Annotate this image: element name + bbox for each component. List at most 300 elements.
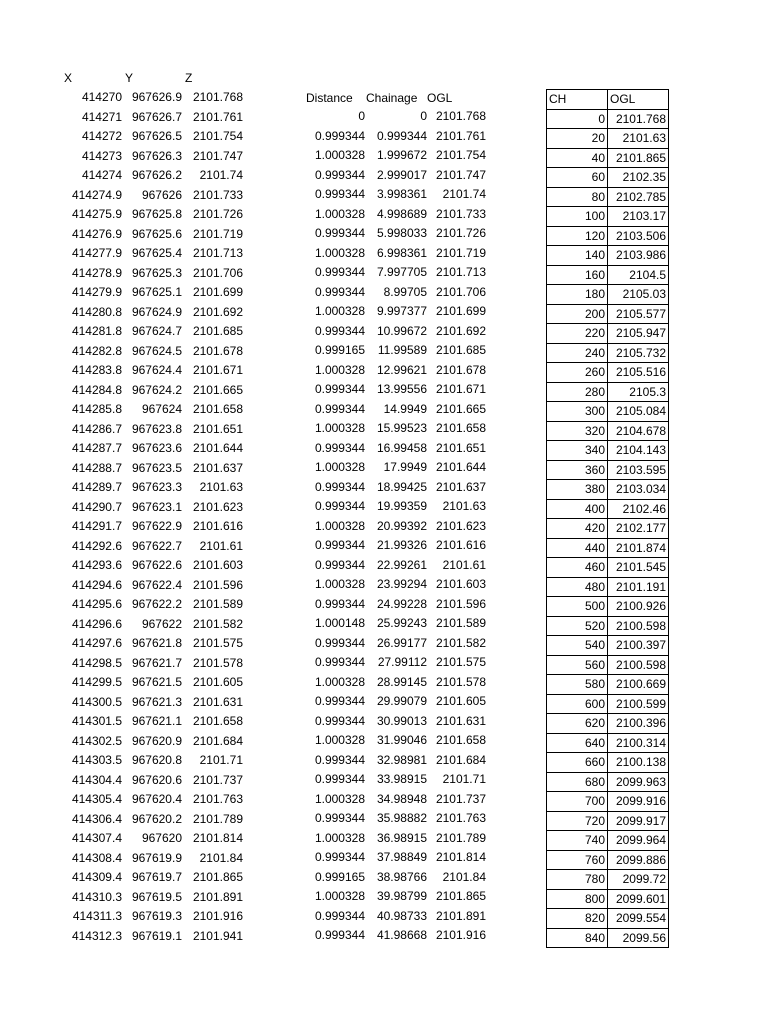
table-ogl-cell[interactable]: 2101.63: [608, 129, 669, 149]
ch-cell[interactable]: 380: [547, 480, 608, 500]
table-row: [547, 811, 669, 831]
chainage-cell: 31.99046: [376, 733, 427, 747]
x-cell: 414306.4: [71, 811, 122, 826]
y-cell: 967621.8: [131, 636, 182, 650]
table-row: [547, 870, 669, 890]
distance-row: [0, 127, 520, 147]
z-cell: 2101.768: [192, 90, 243, 104]
distance-row: [0, 770, 520, 790]
distance-cell: 0.999165: [314, 343, 365, 357]
ch-cell[interactable]: 580: [547, 675, 608, 695]
table-ogl-cell[interactable]: 2103.506: [608, 226, 669, 246]
table-ogl-cell[interactable]: 2100.138: [608, 753, 669, 773]
ogl-cell: 2101.726: [435, 226, 486, 240]
table-ogl-cell[interactable]: 2099.56: [608, 928, 669, 948]
ch-cell[interactable]: 80: [547, 187, 608, 207]
table-row: [547, 655, 669, 675]
chainage-cell: 35.98882: [376, 811, 427, 825]
ch-cell[interactable]: 300: [547, 402, 608, 422]
ch-cell[interactable]: 260: [547, 363, 608, 383]
y-cell: 967625.3: [131, 265, 182, 280]
table-ogl-cell[interactable]: 2099.964: [608, 831, 669, 851]
z-cell: 2101.941: [192, 928, 243, 943]
ogl-cell: 2101.71: [442, 772, 486, 786]
table-ogl-cell[interactable]: 2105.516: [608, 363, 669, 383]
table-ogl-cell[interactable]: 2105.03: [608, 285, 669, 305]
distance-cell: 0.999344: [314, 167, 365, 182]
table-row: [547, 129, 669, 149]
z-cell: 2101.706: [192, 265, 243, 280]
distance-row: [0, 751, 520, 771]
z-cell: 2101.658: [192, 402, 243, 416]
distance-row: [0, 809, 520, 829]
z-cell: 2101.891: [192, 889, 243, 904]
x-cell: 414310.3: [71, 889, 122, 904]
distance-row: [0, 712, 520, 732]
y-cell: 967626.9: [131, 90, 182, 104]
table-ogl-cell[interactable]: 2104.143: [608, 441, 669, 461]
table-ogl-cell[interactable]: 2101.874: [608, 538, 669, 558]
z-cell: 2101.603: [192, 558, 243, 572]
z-cell: 2101.631: [192, 694, 243, 709]
table-ogl-cell[interactable]: 2105.3: [608, 382, 669, 402]
ogl-cell: 2101.678: [435, 362, 486, 377]
distance-row: [0, 224, 520, 244]
distance-row: [0, 868, 520, 888]
y-cell: 967623.5: [131, 460, 182, 475]
x-cell: 414297.6: [71, 636, 122, 650]
distance-row: [0, 829, 520, 849]
ogl-cell: 2101.692: [435, 323, 486, 338]
distance-row: [0, 361, 520, 381]
x-cell: 414300.5: [71, 694, 122, 709]
table-row: [547, 480, 669, 500]
chainage-cell: 33.98915: [376, 772, 427, 786]
distance-row: [0, 731, 520, 751]
ch-cell[interactable]: 700: [547, 792, 608, 812]
y-cell: 967625.6: [131, 226, 182, 241]
table-ogl-cell[interactable]: 2102.177: [608, 519, 669, 539]
y-cell: 967624.2: [131, 382, 182, 397]
ogl-cell: 2101.582: [435, 635, 486, 650]
table-row: [547, 733, 669, 753]
table-ogl-cell[interactable]: 2103.17: [608, 207, 669, 227]
ogl-cell: 2101.789: [435, 830, 486, 845]
table-row: [547, 928, 669, 948]
y-cell: 967621.3: [131, 694, 182, 709]
table-ogl-cell[interactable]: 2105.732: [608, 343, 669, 363]
table-row: [547, 324, 669, 344]
table-ogl-cell[interactable]: 2099.917: [608, 811, 669, 831]
chainage-cell: 22.99261: [376, 557, 427, 572]
distance-cell: 0.999344: [314, 265, 365, 279]
y-cell: 967624.7: [131, 324, 182, 338]
table-ogl-cell[interactable]: 2105.947: [608, 324, 669, 344]
table-ogl-cell[interactable]: 2103.034: [608, 480, 669, 500]
z-cell: 2101.789: [192, 811, 243, 826]
z-cell: 2101.74: [199, 168, 243, 182]
z-cell: 2101.582: [192, 616, 243, 631]
distance-cell: 0.999344: [314, 323, 365, 338]
chainage-cell: 15.99523: [376, 421, 427, 435]
x-cell: 414303.5: [71, 753, 122, 767]
ogl-cell: 2101.651: [435, 440, 486, 455]
table-row: [547, 636, 669, 656]
table-ogl-cell[interactable]: 2099.72: [608, 870, 669, 890]
x-cell: 414299.5: [71, 675, 122, 689]
x-cell: 414287.7: [71, 441, 122, 455]
distance-row: [0, 458, 520, 478]
chainage-cell: 17.9949: [383, 460, 427, 474]
distance-row: [0, 614, 520, 634]
y-cell: 967626.2: [131, 168, 182, 182]
distance-cell: 0.999344: [314, 499, 365, 513]
distance-cell: 0.999344: [314, 284, 365, 299]
ogl-cell: 2101.719: [435, 245, 486, 260]
ch-cell[interactable]: 820: [547, 909, 608, 929]
ogl-cell: 2101.865: [435, 889, 486, 903]
ch-cell[interactable]: 220: [547, 324, 608, 344]
table-ogl-cell[interactable]: 2103.595: [608, 460, 669, 480]
ogl-cell: 2101.631: [435, 713, 486, 728]
z-cell: 2101.596: [192, 577, 243, 592]
x-cell: 414292.6: [71, 538, 122, 553]
ch-cell[interactable]: 40: [547, 148, 608, 168]
table-ogl-cell[interactable]: 2100.397: [608, 636, 669, 656]
ogl-cell: 2101.605: [435, 694, 486, 708]
chainage-cell: 1.999672: [376, 148, 427, 162]
y-cell: 967619.3: [131, 909, 182, 923]
distance-row: [0, 439, 520, 459]
table-ogl-cell[interactable]: 2099.601: [608, 889, 669, 909]
ogl-cell: 2101.747: [435, 167, 486, 182]
table-row: [547, 304, 669, 324]
z-cell: 2101.71: [199, 753, 243, 767]
distance-cell: 0.999344: [314, 440, 365, 455]
ch-cell[interactable]: 780: [547, 870, 608, 890]
z-cell: 2101.61: [199, 538, 243, 553]
x-cell: 414294.6: [71, 577, 122, 592]
distance-cell: 1.000328: [314, 518, 365, 533]
distance-row: [0, 634, 520, 654]
ch-cell[interactable]: 180: [547, 285, 608, 305]
y-cell: 967622.2: [131, 597, 182, 611]
z-cell: 2101.616: [192, 519, 243, 533]
table-ogl-cell[interactable]: 2102.46: [608, 499, 669, 519]
table-row: [547, 694, 669, 714]
x-cell: 414304.4: [71, 772, 122, 787]
y-cell: 967621.1: [131, 714, 182, 728]
ogl-cell: 2101.589: [435, 616, 486, 630]
chainage-cell: 10.99672: [376, 323, 427, 338]
table-header-row: [547, 90, 669, 110]
z-cell: 2101.865: [192, 870, 243, 884]
ch-cell[interactable]: 600: [547, 694, 608, 714]
ch-cell[interactable]: 460: [547, 558, 608, 578]
chainage-cell: 18.99425: [376, 479, 427, 494]
distance-row: [0, 244, 520, 264]
header-distance: Distance: [306, 91, 353, 105]
x-cell: 414298.5: [71, 655, 122, 670]
y-cell: 967626.5: [131, 129, 182, 143]
y-cell: 967622.6: [131, 558, 182, 572]
z-cell: 2101.754: [192, 129, 243, 143]
ogl-cell: 2101.684: [435, 752, 486, 767]
ch-cell[interactable]: 340: [547, 441, 608, 461]
table-ogl-cell[interactable]: 2105.577: [608, 304, 669, 324]
ch-cell[interactable]: 280: [547, 382, 608, 402]
ogl-cell: 2101.603: [435, 577, 486, 591]
table-row: [547, 889, 669, 909]
distance-row: [0, 322, 520, 342]
distance-cell: 0.999344: [314, 694, 365, 708]
ogl-cell: 2101.596: [435, 596, 486, 611]
ogl-cell: 2101.891: [435, 908, 486, 923]
distance-row: [0, 146, 520, 166]
table-ogl-cell[interactable]: 2105.084: [608, 402, 669, 422]
z-cell: 2101.737: [192, 772, 243, 787]
ch-cell[interactable]: 320: [547, 421, 608, 441]
ch-cell[interactable]: 100: [547, 207, 608, 227]
ch-cell[interactable]: 480: [547, 577, 608, 597]
distance-cell: 1.000328: [314, 206, 365, 221]
table-ogl-cell[interactable]: 2099.554: [608, 909, 669, 929]
y-cell: 967620: [141, 831, 182, 845]
table-row: [547, 246, 669, 266]
distance-cell: 0.999344: [314, 635, 365, 650]
header-z: Z: [185, 71, 193, 85]
chainage-cell: 29.99079: [376, 694, 427, 708]
y-cell: 967623.3: [131, 480, 182, 494]
distance-cell: 1.000148: [314, 616, 365, 630]
table-ogl-cell[interactable]: 2100.598: [608, 616, 669, 636]
ogl-cell: 2101.623: [435, 518, 486, 533]
ch-cell[interactable]: 240: [547, 343, 608, 363]
ch-cell[interactable]: 720: [547, 811, 608, 831]
chainage-cell: 4.998689: [376, 206, 427, 221]
ogl-cell: 2101.84: [442, 869, 486, 884]
y-cell: 967620.8: [131, 753, 182, 767]
ch-cell[interactable]: 520: [547, 616, 608, 636]
table-row: [547, 226, 669, 246]
x-cell: 414311.3: [72, 909, 122, 923]
y-cell: 967620.9: [131, 733, 182, 748]
xyz-header-row: [0, 70, 260, 87]
x-cell: 414274.9: [71, 187, 122, 202]
z-cell: 2101.726: [192, 207, 243, 221]
y-cell: 967620.2: [131, 811, 182, 826]
distance-cell: 1.000328: [314, 830, 365, 845]
ch-cell[interactable]: 120: [547, 226, 608, 246]
table-row: [547, 285, 669, 305]
distance-cell: 0.999344: [314, 401, 365, 416]
header-ch[interactable]: CH: [547, 90, 608, 110]
distance-row: [0, 556, 520, 576]
table-ogl-cell[interactable]: 2099.916: [608, 792, 669, 812]
distance-row: [0, 497, 520, 517]
x-cell: 414295.6: [71, 597, 122, 611]
table-ogl-cell[interactable]: 2100.926: [608, 597, 669, 617]
x-cell: 414270: [81, 90, 122, 104]
table-ogl-cell[interactable]: 2100.669: [608, 675, 669, 695]
table-ogl-cell[interactable]: 2101.545: [608, 558, 669, 578]
y-cell: 967622.9: [131, 519, 182, 533]
ch-cell[interactable]: 640: [547, 733, 608, 753]
ogl-cell: 2101.685: [435, 343, 486, 357]
ch-cell[interactable]: 420: [547, 519, 608, 539]
y-cell: 967620.4: [131, 792, 182, 806]
distance-cell: 0.999344: [314, 850, 365, 864]
y-cell: 967622: [141, 616, 182, 631]
chainage-cell: 25.99243: [376, 616, 427, 630]
ch-cell[interactable]: 500: [547, 597, 608, 617]
y-cell: 967623.6: [131, 441, 182, 455]
table-ogl-cell[interactable]: 2104.5: [608, 265, 669, 285]
table-ogl-cell[interactable]: 2099.886: [608, 850, 669, 870]
distance-row: [0, 595, 520, 615]
y-cell: 967620.6: [131, 772, 182, 787]
y-cell: 967619.7: [131, 870, 182, 884]
x-cell: 414277.9: [71, 246, 122, 260]
table-ogl-cell[interactable]: 2101.191: [608, 577, 669, 597]
z-cell: 2101.589: [192, 597, 243, 611]
chainage-cell: 38.98766: [376, 869, 427, 884]
distance-cell: 0.999344: [314, 908, 365, 923]
x-cell: 414272: [81, 129, 122, 143]
distance-cell: 0.999344: [314, 811, 365, 825]
ch-cell[interactable]: 160: [547, 265, 608, 285]
distance-row: [0, 400, 520, 420]
chainage-cell: 3.998361: [376, 187, 427, 201]
table-ogl-cell[interactable]: 2100.598: [608, 655, 669, 675]
ch-cell[interactable]: 680: [547, 772, 608, 792]
chainage-cell: 27.99112: [377, 655, 427, 669]
table-row: [547, 753, 669, 773]
table-row: [547, 363, 669, 383]
table-ogl-cell[interactable]: 2104.678: [608, 421, 669, 441]
chainage-cell: 34.98948: [376, 791, 427, 806]
y-cell: 967624.5: [131, 343, 182, 358]
distance-cell: 0.999344: [314, 557, 365, 572]
ogl-cell: 2101.768: [435, 109, 486, 123]
table-ogl-cell[interactable]: 2099.963: [608, 772, 669, 792]
x-cell: 414271: [81, 109, 122, 124]
ch-cell[interactable]: 60: [547, 168, 608, 188]
distance-cell: 1.000328: [314, 362, 365, 377]
distance-cell: 1.000328: [314, 304, 365, 318]
table-row: [547, 616, 669, 636]
chainage-cell: 6.998361: [376, 245, 427, 260]
chainage-cell: 36.98915: [376, 830, 427, 845]
table-row: [547, 148, 669, 168]
chainage-cell: 30.99013: [376, 713, 427, 728]
table-ogl-cell[interactable]: 2103.986: [608, 246, 669, 266]
distance-row: [0, 653, 520, 673]
ch-cell[interactable]: 800: [547, 889, 608, 909]
x-cell: 414291.7: [71, 519, 122, 533]
ch-cell[interactable]: 360: [547, 460, 608, 480]
ch-cell[interactable]: 760: [547, 850, 608, 870]
z-cell: 2101.685: [192, 324, 243, 338]
chainage-cell: 40.98733: [376, 908, 427, 923]
distance-row: [0, 107, 520, 127]
table-row: [547, 187, 669, 207]
ch-cell[interactable]: 660: [547, 753, 608, 773]
table-ogl-cell[interactable]: 2101.768: [608, 109, 669, 129]
x-cell: 414274: [81, 168, 122, 182]
table-ogl-cell[interactable]: 2102.35: [608, 168, 669, 188]
ch-cell[interactable]: 620: [547, 714, 608, 734]
z-cell: 2101.575: [192, 636, 243, 650]
table-row: [547, 850, 669, 870]
x-cell: 414305.4: [71, 792, 122, 806]
ogl-cell: 2101.733: [435, 206, 486, 221]
distance-row: [0, 907, 520, 927]
distance-row: [0, 673, 520, 693]
x-cell: 414280.8: [71, 304, 122, 319]
ogl-cell: 2101.737: [435, 791, 486, 806]
z-cell: 2101.623: [192, 499, 243, 514]
header-ogl: OGL: [427, 91, 453, 105]
distance-row: [0, 341, 520, 361]
header-table-ogl[interactable]: OGL: [608, 90, 669, 110]
z-cell: 2101.671: [192, 363, 243, 377]
ch-cell[interactable]: 20: [547, 129, 608, 149]
distance-cell: 0.999344: [314, 538, 365, 552]
table-ogl-cell[interactable]: 2100.599: [608, 694, 669, 714]
distance-row: [0, 887, 520, 907]
ch-cell[interactable]: 740: [547, 831, 608, 851]
ogl-cell: 2101.665: [435, 401, 486, 416]
table-row: [547, 792, 669, 812]
y-cell: 967621.5: [131, 675, 182, 689]
ch-cell[interactable]: 560: [547, 655, 608, 675]
chainage-cell: 11.99589: [377, 343, 427, 357]
x-cell: 414278.9: [71, 265, 122, 280]
distance-cell: 0.999344: [314, 772, 365, 786]
table-ogl-cell[interactable]: 2102.785: [608, 187, 669, 207]
table-ogl-cell[interactable]: 2100.396: [608, 714, 669, 734]
z-cell: 2101.637: [192, 460, 243, 475]
y-cell: 967625.8: [131, 207, 182, 221]
z-cell: 2101.605: [192, 675, 243, 689]
z-cell: 2101.84: [199, 850, 243, 865]
table-row: [547, 460, 669, 480]
table-row: [547, 772, 669, 792]
x-cell: 414288.7: [71, 460, 122, 475]
distance-row: [0, 575, 520, 595]
ch-cell[interactable]: 0: [547, 109, 608, 129]
ch-cell[interactable]: 440: [547, 538, 608, 558]
ch-cell[interactable]: 540: [547, 636, 608, 656]
distance-row: [0, 263, 520, 283]
ch-cell[interactable]: 200: [547, 304, 608, 324]
table-ogl-cell[interactable]: 2101.865: [608, 148, 669, 168]
y-cell: 967625.4: [131, 246, 182, 260]
x-cell: 414302.5: [71, 733, 122, 748]
ch-cell[interactable]: 840: [547, 928, 608, 948]
distance-cell: 1.000328: [314, 245, 365, 260]
table-row: [547, 382, 669, 402]
ch-cell[interactable]: 400: [547, 499, 608, 519]
table-row: [547, 207, 669, 227]
distance-row: [0, 380, 520, 400]
chainage-cell: 24.99228: [376, 596, 427, 611]
chainage-cell: 37.98849: [376, 850, 427, 864]
ch-cell[interactable]: 140: [547, 246, 608, 266]
table-ogl-cell[interactable]: 2100.314: [608, 733, 669, 753]
table-row: [547, 265, 669, 285]
